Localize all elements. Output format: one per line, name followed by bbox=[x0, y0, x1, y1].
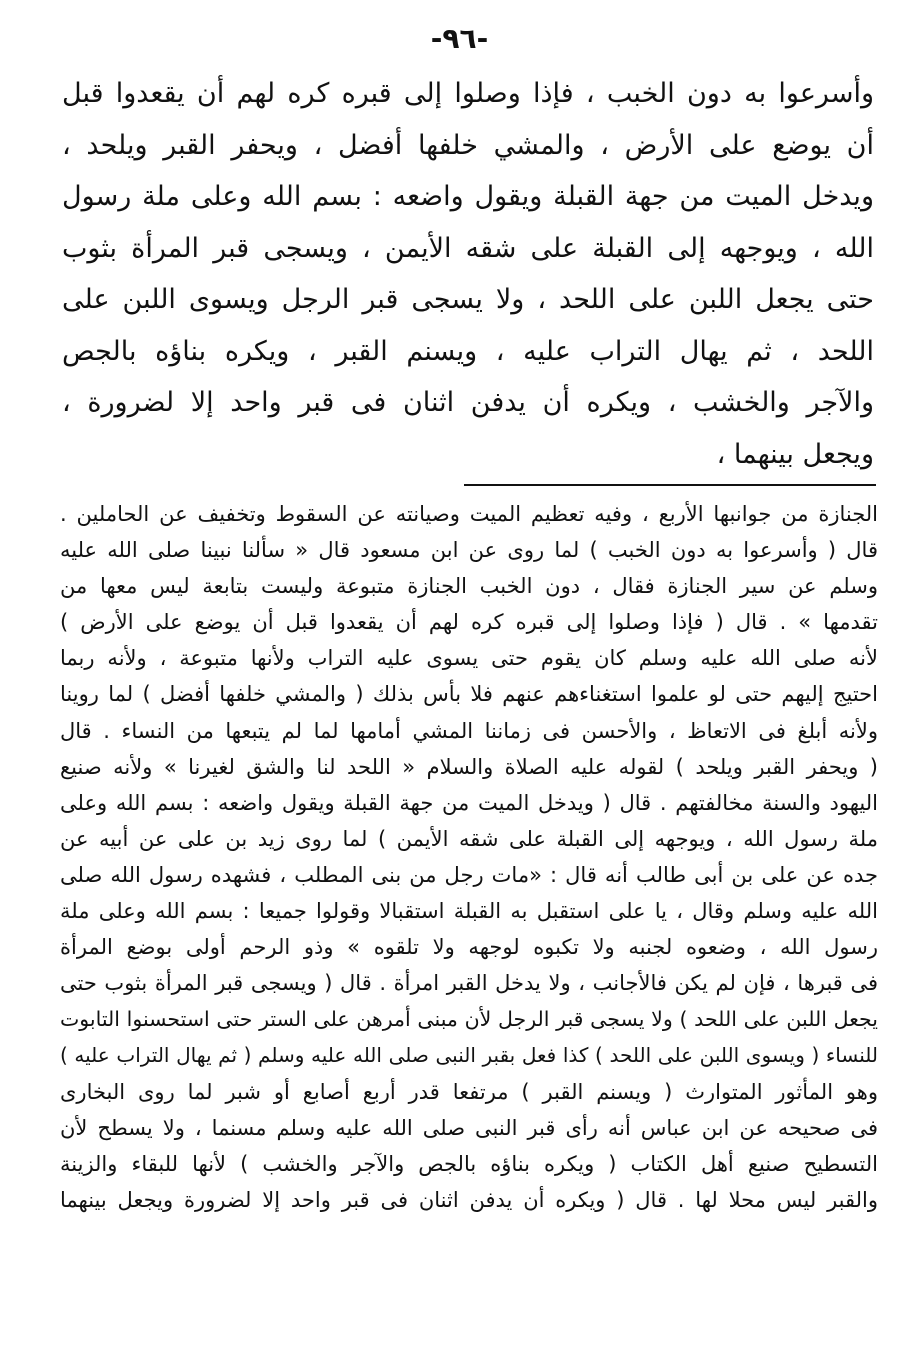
commentary-line: فى قبرها ، فإن لم يكن فالأجانب ، ولا يدخل القبر امرأة . قال ( ويسجى قبر المرأة بثوب حتى bbox=[60, 971, 878, 996]
commentary-line: والقبر ليس محلا لها . قال ( ويكره أن يدفن اثنان فى قبر واحد إلا لضرورة ويجعل بينهما bbox=[60, 1187, 878, 1212]
page-number: -٩٦- bbox=[430, 22, 489, 55]
main-text-line: ويدخل الميت من جهة القبلة ويقول واضعه : بسم الله وعلى ملة رسول bbox=[62, 181, 874, 212]
main-text-line: اللحد ، ثم يهال التراب عليه ، ويسنم القبر ، ويكره بناؤه بالجص bbox=[62, 335, 874, 367]
commentary-line: للنساء ( ويسوى اللبن على اللحد ) كذا فعل بقبر النبى صلى الله عليه وسلم ( ثم يهال التراب عليه ) bbox=[60, 1043, 878, 1068]
commentary-line: وهو المأثور المتوارث ( ويسنم القبر ) مرتفعا قدر أربع أصابع أو شبر لما روى البخارى bbox=[60, 1079, 878, 1104]
main-text-line: الله ، ويوجهه إلى القبلة على شقه الأيمن ، ويسجى قبر المرأة بثوب bbox=[62, 232, 874, 264]
main-text-line: والآجر والخشب ، ويكره أن يدفن اثنان فى قبر واحد إلا لضرورة ، bbox=[62, 387, 874, 418]
commentary-line: يجعل اللبن على اللحد ) ولا يسجى قبر الرجل لأن مبنى أمرهن على الستر حتى استحسنوا التابوت bbox=[60, 1007, 878, 1032]
main-text-line: وأسرعوا به دون الخبب ، فإذا وصلوا إلى قبره كره لهم أن يقعدوا قبل bbox=[62, 78, 874, 109]
main-text-block bbox=[62, 68, 874, 480]
commentary-line: تقدمها » . قال ( فإذا وصلوا إلى قبره كره لهم أن يقعدوا قبل أن يوضع على الأرض ) bbox=[60, 610, 878, 635]
commentary-line: قال ( وأسرعوا به دون الخبب ) لما روى عن ابن مسعود قال « سألنا نبينا صلى الله عليه bbox=[60, 538, 878, 563]
commentary-line: اليهود والسنة مخالفتهم . قال ( ويدخل الميت من جهة القبلة ويقول واضعه : بسم الله وعلى bbox=[60, 790, 878, 815]
commentary-line: الله عليه وسلم وقال ، يا على استقبل به القبلة استقبالا وقولوا جميعا : بسم الله وعلى ملة bbox=[60, 899, 878, 924]
commentary-line: احتيج إليهم حتى لو علموا استغناءهم عنهم فلا بأس بذلك ( والمشي خلفها أفضل ) لما روينا bbox=[60, 682, 878, 707]
commentary-line: رسول الله ، وضعوه لجنبه ولا تكبوه لوجهه ولا تلقوه » وذو الرحم أولى بوضع المرأة bbox=[60, 935, 878, 960]
main-text-line: أن يوضع على الأرض ، والمشي خلفها أفضل ، ويحفر القبر ويلحد ، bbox=[62, 129, 874, 161]
commentary-line: الجنازة من جوانبها الأربع ، وفيه تعظيم الميت وصيانته عن السقوط وتخفيف عن الحاملين . bbox=[60, 502, 878, 526]
main-text-line: حتى يجعل اللبن على اللحد ، ولا يسجى قبر الرجل ويسوى اللبن على bbox=[62, 284, 874, 315]
commentary-block bbox=[60, 496, 878, 1218]
main-text-line: ويجعل بينهما ، bbox=[716, 438, 874, 470]
commentary-line: جده عن على بن أبى طالب أنه قال : «مات رجل من بنى المطلب ، فشهده رسول الله صلى bbox=[60, 862, 878, 887]
commentary-line: لأنه صلى الله عليه وسلم كان يقوم حتى يسوى عليه التراب ولأنها متبوعة ، ولأنه ربما bbox=[60, 646, 878, 671]
commentary-line: فى صحيحه عن ابن عباس أنه رأى قبر النبى صلى الله عليه وسلم مسنما ، ولا يسطح لأن bbox=[60, 1115, 878, 1140]
commentary-line: ( ويحفر القبر ويلحد ) لقوله عليه الصلاة والسلام « اللحد لنا والشق لغيرنا » ولأنه صنيع bbox=[60, 754, 878, 779]
commentary-line: ولأنه أبلغ فى الاتعاظ ، والأحسن فى زماننا المشي أمامها لما لم يتبعها من النساء . قال bbox=[60, 718, 878, 743]
commentary-line: وسلم عن سير الجنازة فقال ، دون الخبب الجنازة متبوعة وليست بتابعة ليس معها من bbox=[60, 574, 878, 599]
footnote-divider bbox=[464, 484, 876, 486]
commentary-line: التسطيح صنيع أهل الكتاب ( ويكره بناؤه بالجص والآجر والخشب ) لأنها للبقاء والزينة bbox=[60, 1151, 878, 1176]
commentary-line: ملة رسول الله ، ويوجهه إلى القبلة على شقه الأيمن ) لما روى زيد بن على عن أبيه عن bbox=[60, 826, 878, 851]
